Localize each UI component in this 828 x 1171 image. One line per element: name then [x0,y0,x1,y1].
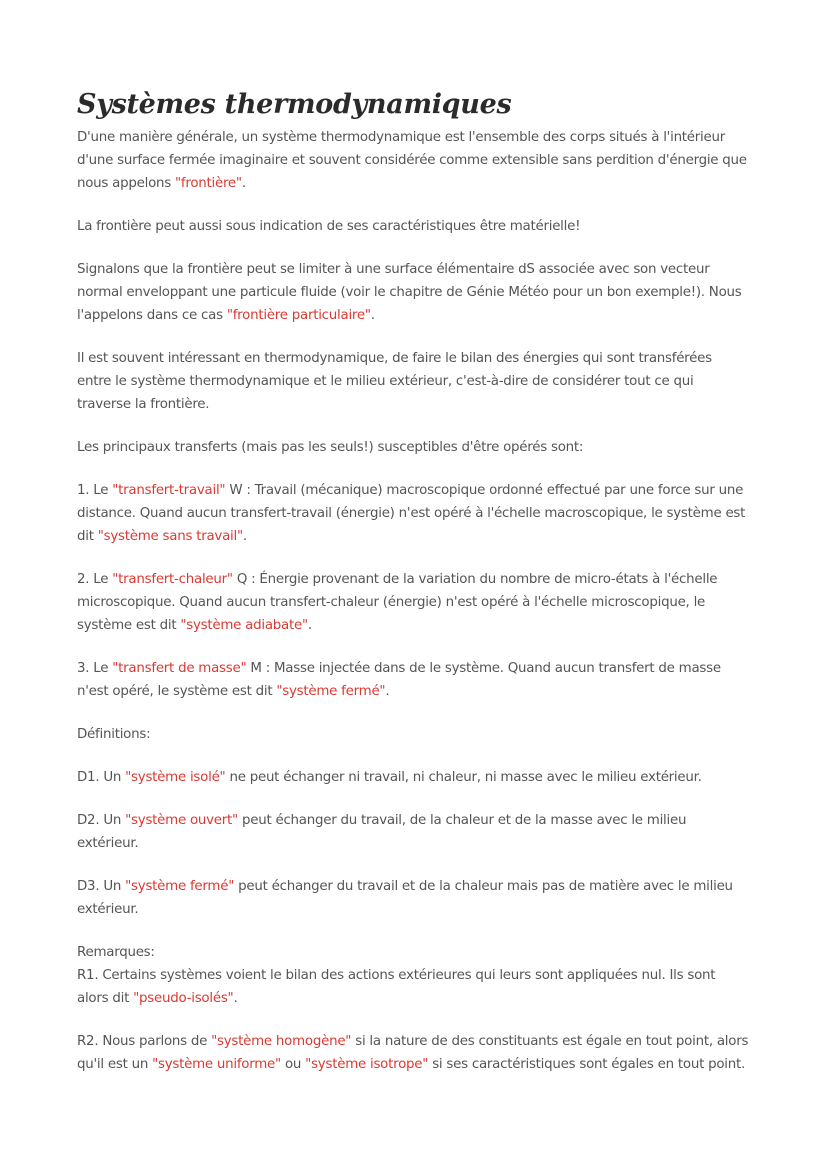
text: . [233,991,238,1006]
text: La frontière peut aussi sous indication de ses caractéristiques être matérielle! [77,219,581,234]
document-page [77,88,749,1076]
term-systeme-homogene: "système homogène" [211,1034,352,1049]
remark-r2 [77,1030,749,1076]
heading-remarques [77,941,749,964]
text: peut échanger du travail, de la chaleur et de la masse avec le milieu extérieur. [77,813,687,851]
term-systeme-ouvert: "système ouvert" [125,813,238,828]
term-transfert-travail: "transfert-travail" [112,483,226,498]
text: . [385,684,390,699]
text: Q : Énergie provenant de la variation du nombre de micro-états à l'échelle microscopique. Quand aucun transfert-chaleur (énergie) n'est opéré à l'échelle microscopique, le système est dit [77,572,718,633]
heading-definitions [77,723,749,746]
text: 2. Le [77,572,113,587]
term-systeme-uniforme: "système uniforme" [152,1057,281,1072]
text: . [370,308,375,323]
text: . [241,176,246,191]
text: D3. Un [77,879,126,894]
text: M : Masse injectée dans de le système. Quand aucun transfert de masse n'est opéré, le système est dit [77,661,721,699]
term-frontiere-particulaire: "frontière particulaire" [226,308,371,323]
text: ou [280,1057,306,1072]
list-item-transfert-chaleur [77,568,749,637]
text: D'une manière générale, un système thermodynamique est l'ensemble des corps situés à l'intérieur d'une surface fermée imaginaire et souvent considérée comme extensible sans perdition d'énergie que nous appelons [77,130,747,191]
paragraph-materielle [77,215,749,238]
term-systeme-sans-travail: "système sans travail" [97,529,243,544]
list-item-transfert-travail [77,479,749,548]
text: si la nature de des constituants est égale en tout point, alors qu'il est un [77,1034,749,1072]
text: Signalons que la frontière peut se limiter à une surface élémentaire dS associée avec son vecteur normal enveloppant une particule fluide (voir le chapitre de Génie Météo pour un bon exemple!). Nous l'appelons dans ce cas [77,262,742,323]
text: D1. Un [77,770,126,785]
term-systeme-isole: "système isolé" [125,770,226,785]
list-item-transfert-masse [77,657,749,703]
paragraph-transferts-intro [77,436,749,459]
text: Il est souvent intéressant en thermodynamique, de faire le bilan des énergies qui sont transférées entre le système thermodynamique et le milieu extérieur, c'est-à-dire de considérer tout ce qui traverse la frontière. [77,351,712,412]
term-systeme-isotrope: "système isotrope" [305,1057,429,1072]
page-title: Systèmes thermodynamiques [77,89,512,120]
term-transfert-masse: "transfert de masse" [112,661,247,676]
definition-d1 [77,766,749,789]
text: W : Travail (mécanique) macroscopique ordonné effectué par une force sur une distance. Quand aucun transfert-travail (énergie) n'est opéré à l'échelle macroscopique, le système est dit [77,483,746,544]
term-systeme-adiabate: "système adiabate" [180,618,308,633]
text: si ses caractéristiques sont égales en tout point. [428,1057,745,1072]
definition-d2 [77,809,749,855]
remark-r1 [77,964,749,1010]
text: 3. Le [77,661,113,676]
text: . [242,529,247,544]
term-pseudo-isoles: "pseudo-isolés" [133,991,234,1006]
paragraph-definition [77,126,749,195]
text: ne peut échanger ni travail, ni chaleur, ni masse avec le milieu extérieur. [225,770,702,785]
text: R1. Certains systèmes voient le bilan des actions extérieures qui leurs sont appliquées nul. Ils sont alors dit [77,968,716,1006]
text: Les principaux transferts (mais pas les seuls!) susceptibles d'être opérés sont: [77,440,584,455]
term-frontiere: "frontière" [174,176,242,191]
term-systeme-ferme: "système fermé" [125,879,235,894]
text: . [307,618,312,633]
text: peut échanger du travail et de la chaleur mais pas de matière avec le milieu extérieur. [77,879,733,917]
term-transfert-chaleur: "transfert-chaleur" [112,572,233,587]
term-systeme-ferme: "système fermé" [276,684,386,699]
definition-d3 [77,875,749,921]
paragraph-frontiere-particulaire [77,258,749,327]
text: D2. Un [77,813,126,828]
text: R2. Nous parlons de [77,1034,212,1049]
text: 1. Le [77,483,113,498]
paragraph-bilan [77,347,749,416]
text: Définitions: [77,727,151,742]
text: Remarques: [77,945,155,960]
